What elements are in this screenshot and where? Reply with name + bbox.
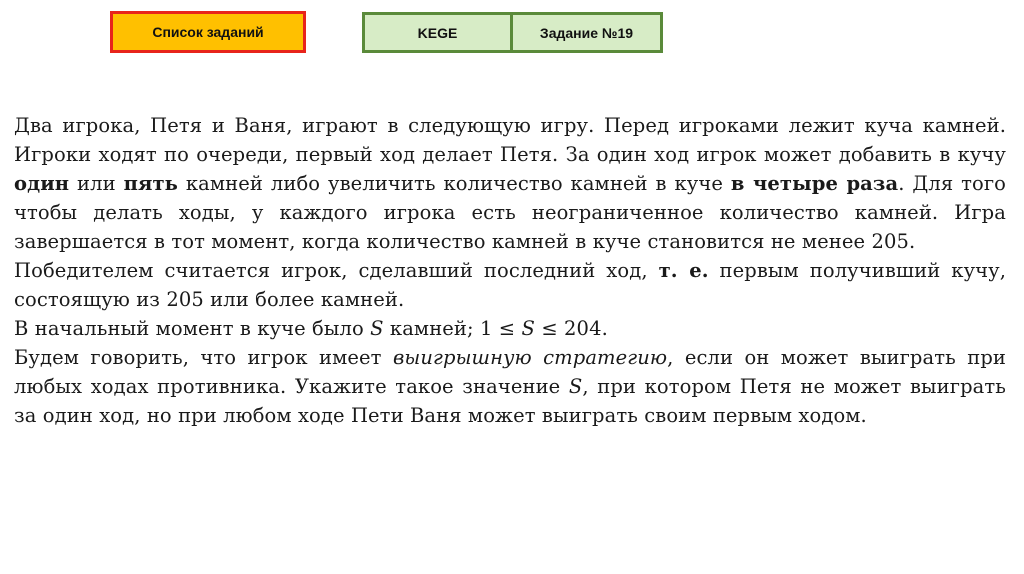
problem-paragraph-initial (14, 314, 1006, 343)
text-span: камней; 1 ≤ (383, 317, 522, 340)
bold-term-one: один (14, 172, 70, 195)
bold-term-four-times: в четыре раза (730, 172, 899, 195)
problem-paragraph-rules (14, 111, 1006, 256)
problem-paragraph-question (14, 343, 1006, 430)
kege-button[interactable] (362, 12, 513, 53)
text-span: Победителем считается игрок, сделавший последний ход, (14, 259, 659, 282)
text-span: . Для того чтобы делать ходы, у каждого игрока есть неограниченное количество камней. Игра завершается в тот момент, когда количество камней в куче становится не менее 205. (14, 172, 1006, 253)
text-span: , при котором Петя не может выиграть за один ход, но при любом ходе Пети Ваня может выиграть своим первым ходом. (14, 375, 1006, 427)
text-span: или (69, 172, 124, 195)
kege-label: KEGE (417, 24, 458, 41)
text-span: первым получивший кучу, состоящую из 205 или более камней. (14, 259, 1007, 311)
text-span: Два игрока, Петя и Ваня, играют в следующую игру. Перед игроками лежит куча камней. Игроки ходят по очереди, первый ход делает Петя. За один ход игрок может добавить в кучу (14, 114, 1006, 166)
text-span: В начальный момент в куче было (14, 317, 371, 340)
variable-s: S (370, 317, 384, 340)
text-span: , если он может выиграть при любых ходах противника. Укажите такое значение (14, 346, 1006, 398)
text-span: Будем говорить, что игрок имеет (14, 346, 393, 369)
task-number-button[interactable] (510, 12, 663, 53)
task-number-label: Задание №19 (539, 24, 634, 41)
text-span: камней либо увеличить количество камней в куче (178, 172, 731, 195)
bold-term-five: пять (123, 172, 178, 195)
bold-term-ie: т. е. (658, 259, 709, 282)
problem-statement (14, 111, 1006, 430)
variable-s: S (568, 375, 583, 398)
problem-paragraph-winner (14, 256, 1006, 314)
task-list-label: Список заданий (152, 24, 264, 40)
text-span: ≤ 204. (535, 317, 608, 340)
variable-s: S (521, 317, 536, 340)
task-list-button[interactable] (110, 11, 306, 53)
italic-term-strategy: выигрышную стратегию (392, 346, 668, 369)
